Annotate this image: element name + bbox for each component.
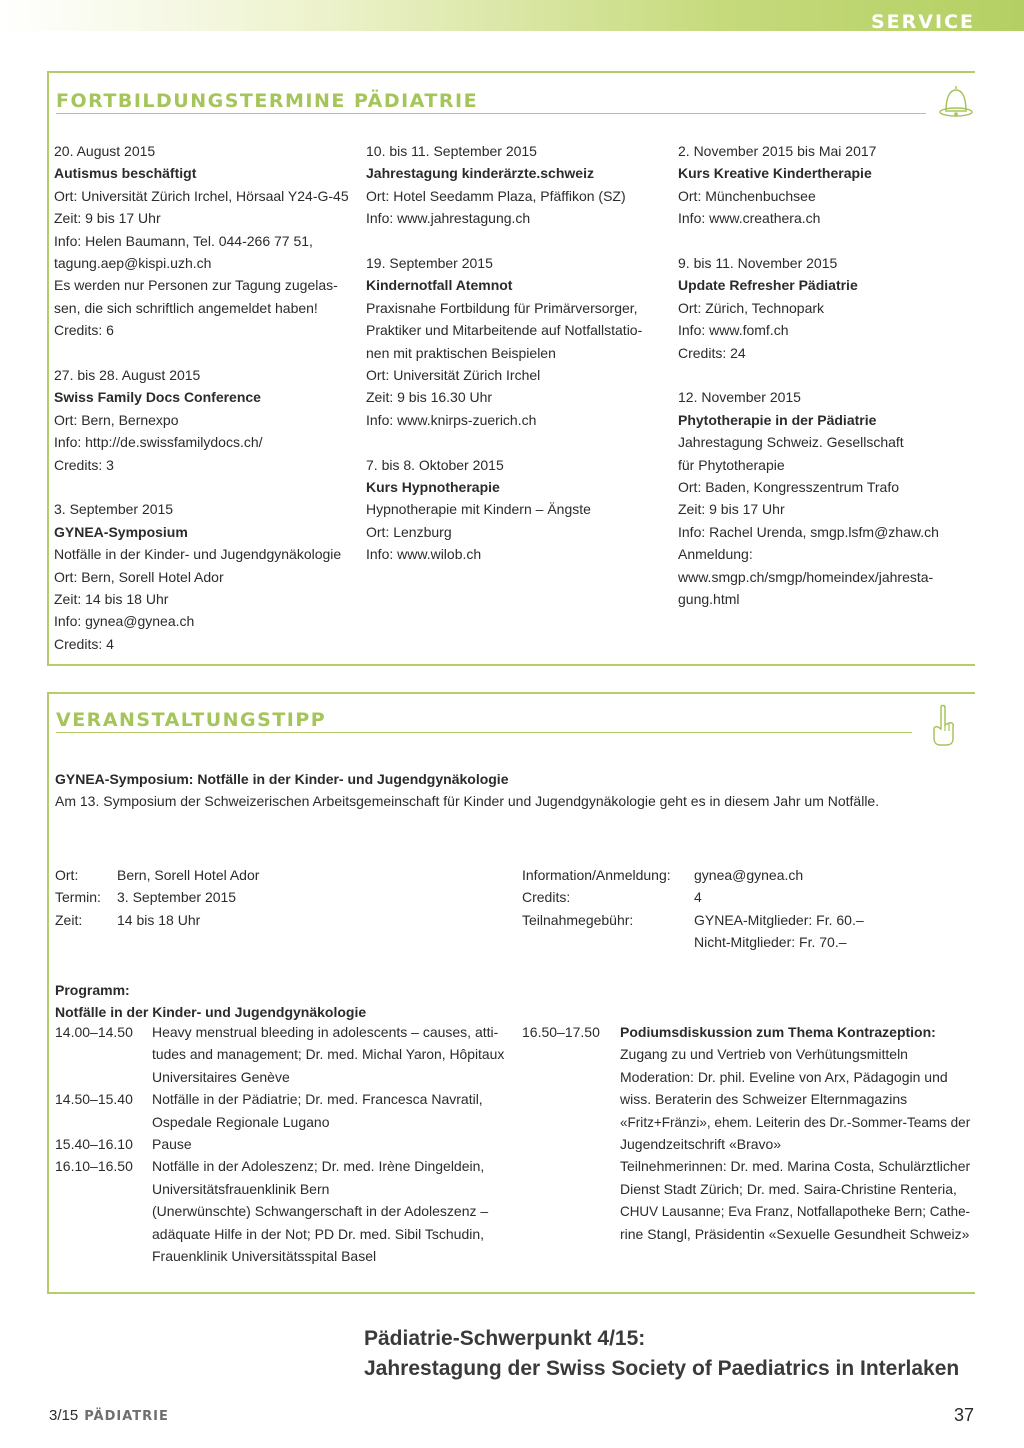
event-date: 2. November 2015 bis Mai 2017: [678, 143, 877, 159]
programm-text: wiss. Beraterin des Schweizer Elternmagazins: [620, 1091, 908, 1108]
programm-time: 14.50–15.40: [55, 1091, 133, 1108]
programm-text: Teilnehmerinnen: Dr. med. Marina Costa, Schulärztlicher: [620, 1158, 971, 1175]
programm-subtitle: Notfälle in der Kinder- und Jugendgynäkologie: [55, 1004, 367, 1020]
event-detail: Praktiker und Mitarbeitende auf Notfallstatio-: [366, 322, 643, 339]
pointing-hand-icon: [929, 703, 959, 749]
event-detail: Info: http://de.swissfamilydocs.ch/: [54, 434, 263, 451]
event-detail: gung.html: [678, 591, 740, 607]
fortbildung-heading: FORTBILDUNGSTERMINE PÄDIATRIE: [56, 90, 479, 112]
event-detail: Zeit: 9 bis 17 Uhr: [678, 501, 785, 518]
detail-label: Credits:: [522, 889, 571, 906]
event-detail: tagung.aep@kispi.uzh.ch: [54, 255, 212, 271]
event-detail: Zeit: 9 bis 16.30 Uhr: [366, 389, 493, 406]
footer-issue: [49, 1407, 169, 1424]
tipp-heading: VERANSTALTUNGSTIPP: [56, 709, 327, 731]
event-detail: Ort: Universität Zürich Irchel, Hörsaal Y24-G-45: [54, 187, 349, 204]
event-title: GYNEA-Symposium: Notfälle in der Kinder- und Jugendgynäkologie: [55, 771, 509, 787]
programm-time: 15.40–16.10: [55, 1136, 133, 1152]
event-detail: für Phytotherapie: [678, 456, 785, 473]
programm-text: (Unerwünschte) Schwangerschaft in der Adoleszenz –: [152, 1203, 489, 1220]
event-detail: Info: www.knirps-zuerich.ch: [366, 411, 537, 428]
event-date: 3. September 2015: [54, 501, 174, 518]
detail-value: 14 bis 18 Uhr: [117, 911, 201, 928]
event-name: Kurs Hypnotherapie: [366, 479, 500, 495]
event-detail: Zeit: 9 bis 17 Uhr: [54, 210, 161, 227]
event-detail: Info: www.creathera.ch: [678, 210, 821, 227]
event-detail: Ort: Lenzburg: [366, 523, 452, 540]
event-detail: Ort: Bern, Bernexpo: [54, 411, 179, 428]
programm-text: Pause: [152, 1136, 192, 1152]
detail-value: GYNEA-Mitglieder: Fr. 60.–: [694, 911, 864, 928]
promo-line-1: Pädiatrie-Schwerpunkt 4/15:: [364, 1327, 646, 1350]
detail-value: Nicht-Mitglieder: Fr. 70.–: [694, 934, 847, 951]
detail-label: Teilnahmegebühr:: [522, 911, 634, 928]
event-detail: sen, die sich schriftlich angemeldet haben!: [54, 299, 318, 316]
programm-text: Zugang zu und Vertrieb von Verhütungsmitteln: [620, 1046, 908, 1063]
event-detail: Info: www.jahrestagung.ch: [366, 210, 531, 227]
event-name: Update Refresher Pädiatrie: [678, 277, 858, 294]
event-detail: Ort: Bern, Sorell Hotel Ador: [54, 568, 224, 585]
veranstaltungstipp-box: [47, 692, 975, 1294]
event-name: Jahrestagung kinderärzte.schweiz: [366, 165, 594, 182]
programm-text: Frauenklinik Universitätsspital Basel: [152, 1248, 377, 1264]
event-detail: Info: Helen Baumann, Tel. 044-266 77 51,: [54, 232, 313, 249]
programm-text: «Fritz+Fränzi», ehem. Leiterin des Dr.-Sommer-Teams der: [620, 1113, 971, 1130]
programm-text: Universitaires Genève: [152, 1068, 290, 1085]
event-name: Kindernotfall Atemnot: [366, 277, 513, 294]
event-detail: Info: www.fomf.ch: [678, 322, 789, 339]
heading-rule: [56, 113, 926, 114]
event-date: 12. November 2015: [678, 389, 801, 406]
event-detail: Es werden nur Personen zur Tagung zugelas-: [54, 277, 338, 294]
detail-value: 3. September 2015: [117, 889, 237, 906]
event-detail: Notfälle in der Kinder- und Jugendgynäkologie: [54, 546, 342, 563]
event-name: Autismus beschäftigt: [54, 165, 197, 182]
programm-time: 16.10–16.50: [55, 1158, 133, 1175]
event-name: GYNEA-Symposium: [54, 523, 188, 540]
detail-value: 4: [694, 889, 702, 906]
programm-text: tudes and management; Dr. med. Michal Yaron, Hôpitaux: [152, 1046, 505, 1063]
programm-text: Notfälle in der Adoleszenz; Dr. med. Irène Dingeldein,: [152, 1158, 485, 1175]
event-detail: www.smgp.ch/smgp/homeindex/jahresta-: [678, 568, 934, 585]
event-detail: Anmeldung:: [678, 546, 753, 563]
programm-text: CHUV Lausanne; Eva Franz, Notfallapotheke Bern; Cathe-: [620, 1203, 971, 1220]
event-date: 10. bis 11. September 2015: [366, 143, 537, 159]
programm-text: Jugendzeitschrift «Bravo»: [620, 1136, 782, 1152]
event-date: 20. August 2015: [54, 143, 156, 159]
event-detail: Credits: 6: [54, 322, 114, 339]
event-detail: Praxisnahe Fortbildung für Primärversorger,: [366, 299, 638, 316]
programm-text: Dienst Stadt Zürich; Dr. med. Saira-Christine Renteria,: [620, 1180, 957, 1197]
promo-line-2: Jahrestagung der Swiss Society of Paediatrics in Interlaken: [364, 1357, 960, 1380]
programm-text: Heavy menstrual bleeding in adolescents – causes, atti-: [152, 1024, 499, 1040]
detail-label: Termin:: [55, 889, 101, 906]
event-detail: Credits: 4: [54, 635, 114, 652]
event-detail: nen mit praktischen Beispielen: [366, 344, 556, 361]
programm-time: 14.00–14.50: [55, 1024, 133, 1040]
programm-text: Notfälle in der Pädiatrie; Dr. med. Francesca Navratil,: [152, 1091, 483, 1108]
section-label: SERVICE: [871, 11, 975, 33]
event-name: Kurs Kreative Kindertherapie: [678, 165, 872, 182]
event-detail: Ort: Universität Zürich Irchel: [366, 367, 541, 383]
event-detail: Info: www.wilob.ch: [366, 546, 482, 563]
detail-label: Ort:: [55, 867, 79, 883]
event-detail: Zeit: 14 bis 18 Uhr: [54, 591, 169, 607]
event-detail: Ort: Baden, Kongresszentrum Trafo: [678, 479, 899, 495]
detail-value: gynea@gynea.ch: [694, 867, 804, 883]
section-header-bar: [0, 0, 1024, 31]
bell-icon: [936, 81, 976, 121]
journal-brand: PÄDIATRIE: [84, 1409, 169, 1424]
programm-text: Universitätsfrauenklinik Bern: [152, 1180, 330, 1197]
event-detail: Credits: 3: [54, 456, 114, 473]
detail-label: Information/Anmeldung:: [522, 867, 671, 883]
heading-rule: [56, 732, 912, 733]
event-date: 27. bis 28. August 2015: [54, 367, 201, 383]
issue-number: 3/15: [49, 1407, 79, 1424]
event-intro: Am 13. Symposium der Schweizerischen Arbeitsgemeinschaft für Kinder und Jugendgynäkologie geht es in diesem Jahr um Notfälle.: [55, 793, 880, 809]
programm-text: Ospedale Regionale Lugano: [152, 1113, 330, 1130]
programm-text: Moderation: Dr. phil. Eveline von Arx, Pädagogin und: [620, 1068, 948, 1085]
event-name: Phytotherapie in der Pädiatrie: [678, 411, 877, 428]
event-date: 19. September 2015: [366, 255, 493, 271]
event-detail: Ort: Hotel Seedamm Plaza, Pfäffikon (SZ): [366, 187, 626, 204]
event-detail: Credits: 24: [678, 344, 746, 361]
programm-time: 16.50–17.50: [522, 1024, 600, 1040]
page-number: 37: [953, 1405, 974, 1425]
programm-text: adäquate Hilfe in der Not; PD Dr. med. Sibil Tschudin,: [152, 1225, 485, 1242]
programm-text: rine Stangl, Präsidentin «Sexuelle Gesundheit Schweiz»: [620, 1225, 970, 1242]
programm-label: Programm:: [55, 982, 130, 998]
event-name: Swiss Family Docs Conference: [54, 389, 261, 406]
detail-label: Zeit:: [55, 911, 83, 928]
event-date: 7. bis 8. Oktober 2015: [366, 456, 504, 473]
event-detail: Hypnotherapie mit Kindern – Ängste: [366, 501, 591, 518]
detail-value: Bern, Sorell Hotel Ador: [117, 867, 260, 883]
programm-heading: Podiumsdiskussion zum Thema Kontrazeption:: [620, 1024, 936, 1040]
event-detail: Jahrestagung Schweiz. Gesellschaft: [678, 434, 904, 451]
event-detail: Info: gynea@gynea.ch: [54, 613, 195, 630]
event-date: 9. bis 11. November 2015: [678, 255, 838, 271]
event-detail: Ort: Zürich, Technopark: [678, 299, 825, 316]
fortbildung-box: [47, 71, 975, 666]
event-detail: Info: Rachel Urenda, smgp.lsfm@zhaw.ch: [678, 523, 939, 540]
event-detail: Ort: Münchenbuchsee: [678, 187, 816, 204]
